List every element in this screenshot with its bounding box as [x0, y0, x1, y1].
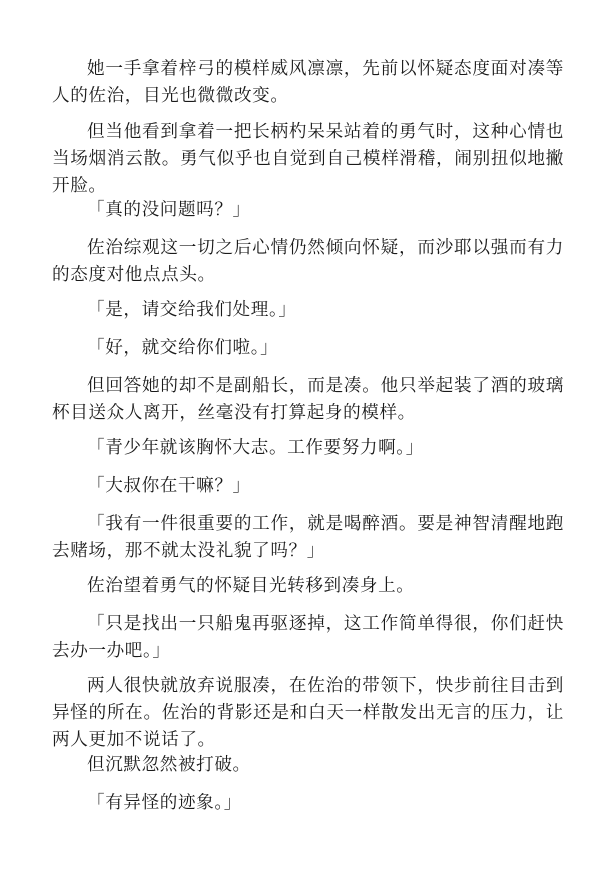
paragraph-8: 「青少年就该胸怀大志。工作要努力啊。」: [87, 438, 424, 458]
paragraph-3: 「真的没问题吗？」: [87, 200, 251, 220]
paragraph-2: 但当他看到拿着一把长柄杓呆呆站着的勇气时，这种心情也当场烟消云散。勇气似乎也自觉到自己模样滑稽，闹别扭似地撇开脸。: [52, 122, 564, 196]
paragraph-5: 「是，请交给我们处理。」: [87, 300, 297, 320]
paragraph-14: 但沉默忽然被打破。: [87, 755, 251, 775]
paragraph-15: 「有异怪的迹象。」: [87, 793, 242, 813]
paragraph-12: 「只是找出一只船鬼再驱逐掉，这工作简单得很，你们赶快去办一办吧。」: [52, 614, 564, 661]
paragraph-1: 她一手拿着梓弓的模样威风凛凛，先前以怀疑态度面对凑等人的佐治，目光也微微改变。: [52, 59, 564, 106]
paragraph-10: 「我有一件很重要的工作，就是喝醉酒。要是神智清醒地跑去赌场，那不就太没礼貌了吗？」: [52, 514, 564, 561]
paragraph-4: 佐治综观这一切之后心情仍然倾向怀疑，而沙耶以强而有力的态度对他点点头。: [52, 238, 564, 285]
paragraph-9: 「大叔你在干嘛？」: [87, 476, 251, 496]
paragraph-6: 「好，就交给你们啦。」: [87, 338, 279, 358]
paragraph-11: 佐治望着勇气的怀疑目光转移到凑身上。: [87, 576, 415, 596]
paragraph-13: 两人很快就放弃说服凑，在佐治的带领下，快步前往目击到异怪的所在。佐治的背影还是和白天一样散发出无言的压力，让两人更加不说话了。: [52, 676, 564, 750]
paragraph-7: 但回答她的却不是副船长，而是凑。他只举起装了酒的玻璃杯目送众人离开，丝毫没有打算起身的模样。: [52, 376, 564, 423]
